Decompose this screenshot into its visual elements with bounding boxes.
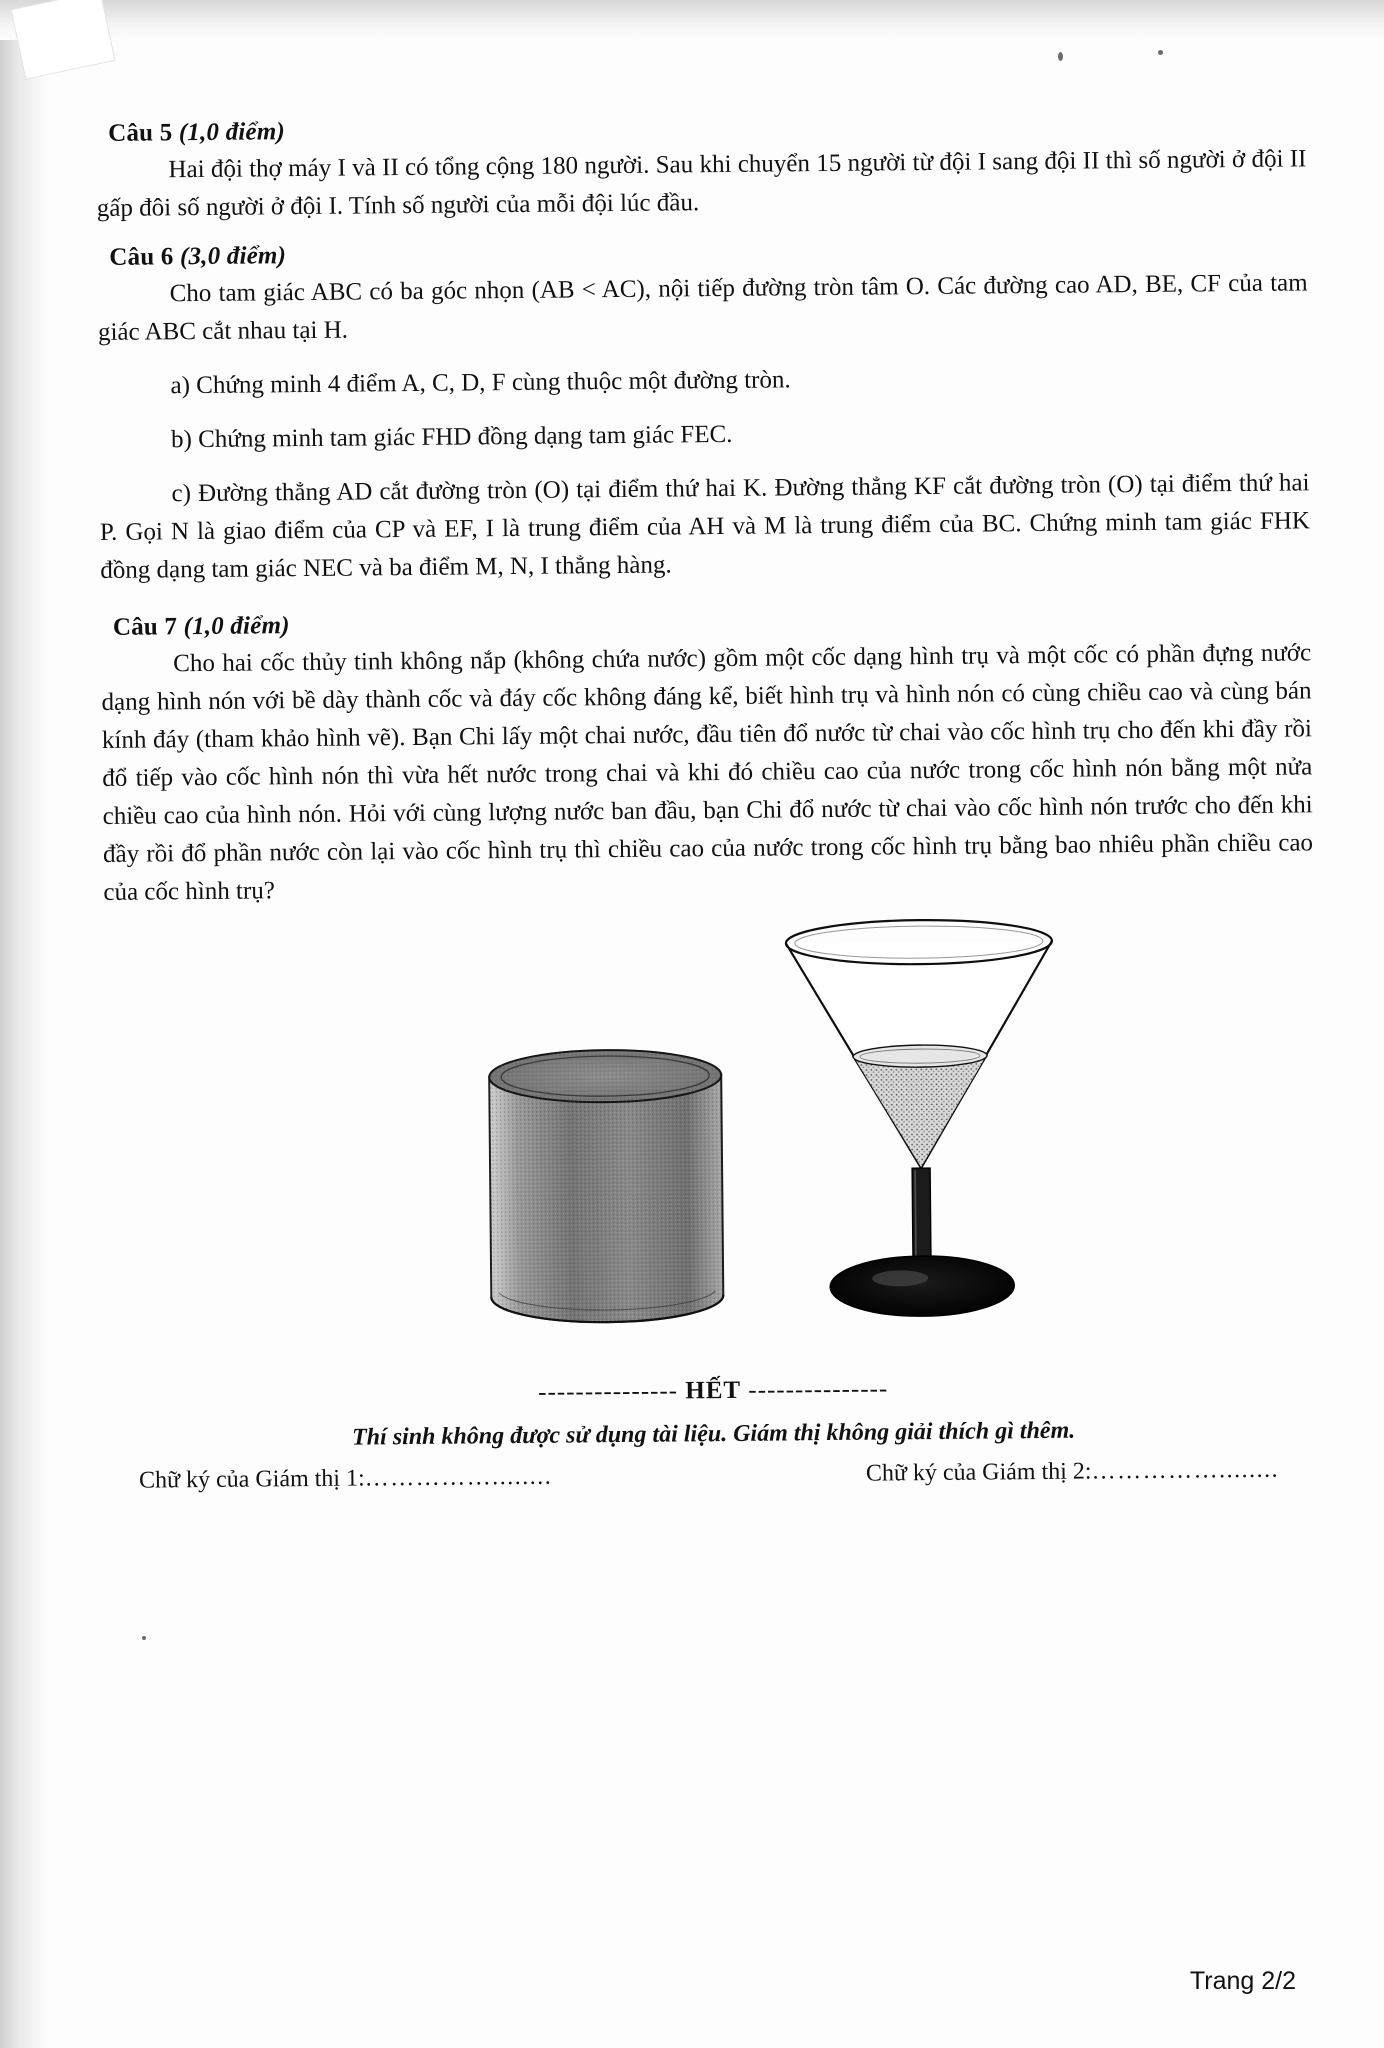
cone-glass-svg xyxy=(764,917,1078,1350)
question-6-points: (3,0 điểm) xyxy=(179,242,287,271)
question-7-paragraph-1: Cho hai cốc thủy tinh không nắp (không chứa nước) gồm một cốc dạng hình trụ và một cốc có phần đựng nước dạng hình nón với bề dày thành cốc và đáy cốc không đáng kể, biết hình trụ và hình nón có cùng chiều cao và cùng bán kính đáy (tham khảo hình vẽ). Bạn Chi lấy một chai nước, đầu tiên đổ nước từ chai vào cốc hình trụ cho đến khi đầy rồi đổ tiếp vào cốc hình nón thì vừa hết nước trong chai và khi đó chiều cao của nước trong cốc hình nón bằng một nửa chiều cao của hình nón. Hỏi với cùng lượng nước ban đầu, bạn Chi đổ nước từ chai vào cốc hình nón trước cho đến khi đầy rồi đổ phần nước còn lại vào cốc hình trụ thì chiều cao của nước trong cốc hình trụ bằng bao nhiêu phần chiều cao của cốc hình trụ? xyxy=(101,639,1314,906)
scan-speck xyxy=(142,1636,146,1640)
signature-2-dots: ……………........ xyxy=(1091,1456,1280,1485)
cone-glass-figure xyxy=(764,917,1078,1355)
signature-invigilator-1 xyxy=(139,1464,552,1495)
question-5-label: Câu 5 xyxy=(107,119,173,147)
scan-edge-shadow-top xyxy=(0,0,1384,40)
page-content xyxy=(96,108,1319,1495)
question-6-part-a: a) Chứng minh 4 điểm A, C, D, F cùng thuộc một đường tròn. xyxy=(170,366,791,400)
end-text: HẾT xyxy=(685,1376,742,1405)
signature-1-dots: ……………........ xyxy=(364,1463,553,1492)
end-dash-right: --------------- xyxy=(748,1375,889,1404)
end-dash-left: --------------- xyxy=(538,1377,679,1406)
question-6-part-c: c) Đường thẳng AD cắt đường tròn (O) tại điểm thứ hai K. Đường thẳng KF cắt đường tròn (O) tại điểm thứ hai P. Gọi N là giao điểm của CP và EF, I là trung điểm của AH và M là trung điểm của BC. Chứng minh tam giác FHK đồng dạng tam giác NEC và ba điểm M, N, I thẳng hàng. xyxy=(99,469,1311,584)
question-6-paragraph-1: Cho tam giác ABC có ba góc nhọn (AB < AC), nội tiếp đường tròn tâm O. Các đường cao AD, BE, CF của tam giác ABC cắt nhau tại H. xyxy=(97,269,1308,346)
question-7-points: (1,0 điểm) xyxy=(183,612,290,641)
scan-corner-fold xyxy=(12,0,115,79)
scan-speck xyxy=(1058,52,1063,61)
page-number: Trang 2/2 xyxy=(1189,1967,1296,1995)
question-5-points: (1,0 điểm) xyxy=(178,118,286,147)
figure-container xyxy=(104,914,1318,1381)
exam-note: Thí sinh không được sử dụng tài liệu. Giám thị không giải thích gì thêm. xyxy=(351,1417,1076,1451)
cylinder-svg xyxy=(475,1045,738,1347)
signature-row xyxy=(109,1456,1319,1495)
question-6-part-b: b) Chứng minh tam giác FHD đồng dạng tam giác FEC. xyxy=(170,420,733,454)
question-5-paragraph-1: Hai đội thợ máy I và II có tổng cộng 180 người. Sau khi chuyển 15 người từ đội I sang đội II thì số người ở đội II gấp đôi số người ở đội I. Tính số người của mỗi đội lúc đầu. xyxy=(96,145,1307,222)
signature-2-label: Chữ ký của Giám thị 2: xyxy=(865,1458,1092,1487)
signature-invigilator-2 xyxy=(866,1457,1279,1488)
scan-speck xyxy=(1158,50,1163,55)
question-7-label: Câu 7 xyxy=(112,613,178,641)
cylinder-figure xyxy=(475,1045,738,1352)
question-6-label: Câu 6 xyxy=(109,243,174,271)
scan-edge-shadow-left xyxy=(0,0,48,2048)
signature-1-label: Chữ ký của Giám thị 1: xyxy=(138,1465,365,1494)
